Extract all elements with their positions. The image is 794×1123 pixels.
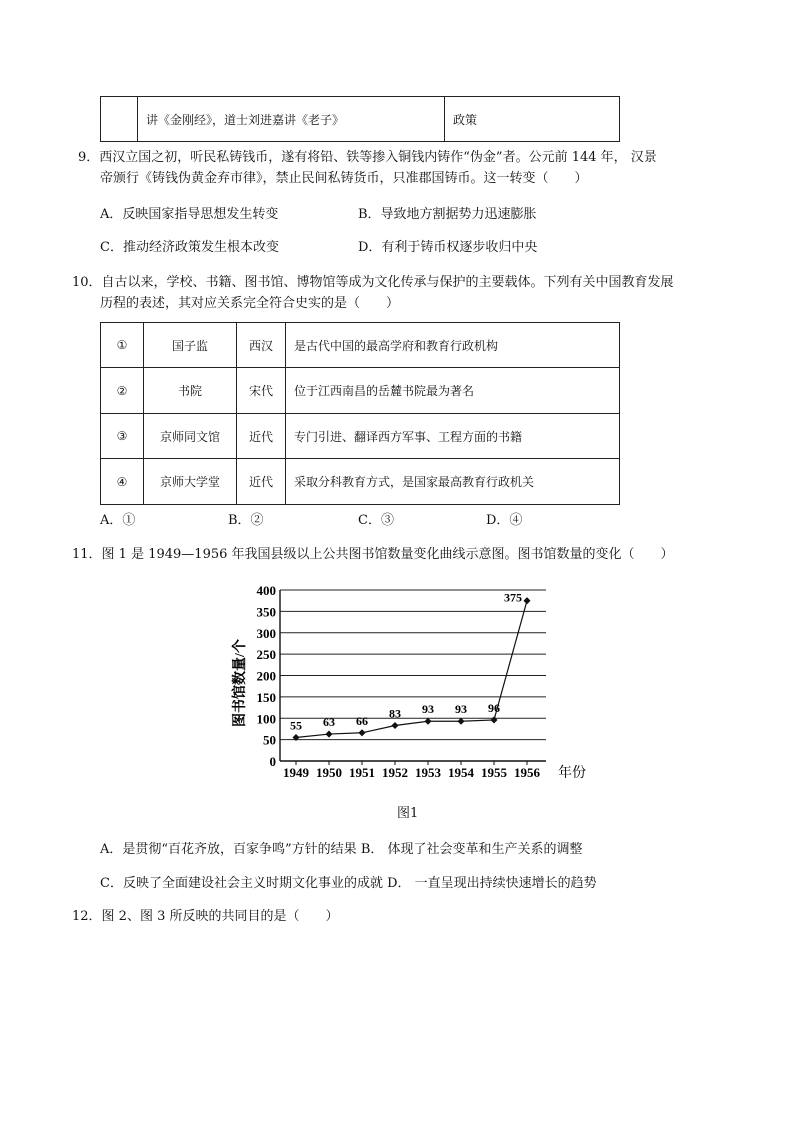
table-row [101, 459, 620, 505]
x-tick-labels [283, 765, 541, 780]
top-table [100, 96, 620, 142]
table-row [101, 323, 620, 368]
table-cell: 讲《金刚经》，道士刘进嘉讲《老子》 [138, 97, 445, 142]
q9-option-b[interactable]: B．导致地方割据势力迅速膨胀 [358, 207, 537, 222]
y-tick-label: 250 [256, 647, 276, 663]
description: 位于江西南昌的岳麓书院最为著名 [286, 368, 620, 414]
data-point [490, 716, 497, 723]
x-tick-label: 1952 [382, 765, 408, 780]
x-tick-label: 1949 [283, 765, 309, 780]
q10-option-b[interactable]: B．② [228, 513, 264, 528]
q10-option-c[interactable]: C．③ [358, 513, 394, 528]
institution-name: 书院 [144, 368, 237, 414]
x-tick-label: 1951 [349, 765, 375, 780]
data-point [358, 729, 365, 736]
y-tick-label: 400 [256, 583, 276, 598]
description: 专门引进、翻译西方军事、工程方面的书籍 [286, 414, 620, 459]
q12-text-line1: 12．图 2、图 3 所反映的共同目的是（ ） [72, 909, 339, 924]
q11-text-line1: 11．图 1 是 1949—1956 年我国县级以上公共图书馆数量变化曲线示意图。图书馆数量的变化（ ） [72, 547, 674, 562]
x-tick-label: 1956 [514, 765, 540, 780]
q9-option-d[interactable]: D．有利于铸币权逐步收归中央 [358, 240, 538, 255]
row-number: ③ [101, 414, 144, 459]
x-tick-label: 1955 [481, 765, 507, 780]
q11-option-cd[interactable]: C．反映了全面建设社会主义时期文化事业的成就 D． 一直呈现出持续快速增长的趋势 [100, 876, 597, 891]
table-cell: 政策 [445, 97, 620, 142]
institution-name: 京师同文馆 [144, 414, 237, 459]
q9-text-line1: 9．西汉立国之初，听民私铸钱币，遂有将铅、铁等掺入铜钱内铸作“伪金”者。公元前 144 年， 汉景 [78, 150, 657, 165]
y-tick-label: 150 [256, 689, 276, 705]
q11-option-ab[interactable]: A．是贯彻“百花齐放，百家争鸣”方针的结果 B． 体现了社会变革和生产关系的调整 [100, 842, 583, 857]
data-label: 55 [290, 718, 302, 733]
description: 采取分科教育方式，是国家最高教育行政机关 [286, 459, 620, 505]
q10-table [100, 322, 620, 505]
y-tick-label: 200 [256, 668, 276, 684]
q10-option-d[interactable]: D．④ [486, 513, 523, 528]
data-label: 96 [488, 700, 500, 715]
q10-text-line1: 10．自古以来，学校、书籍、图书馆、博物馆等成为文化传承与保护的主要载体。下列有关中国教育发展 [72, 275, 674, 290]
data-label: 83 [389, 706, 401, 721]
era: 西汉 [237, 323, 286, 368]
y-tick-label: 350 [256, 604, 276, 620]
row-number: ① [101, 323, 144, 368]
data-point [391, 722, 398, 729]
data-label: 375 [504, 590, 522, 605]
y-tick-label: 300 [256, 625, 276, 641]
data-point [325, 731, 332, 738]
data-label: 93 [422, 702, 434, 717]
x-axis-label: 年份 [558, 766, 586, 781]
era: 宋代 [237, 368, 286, 414]
description: 是古代中国的最高学府和教育行政机构 [286, 323, 620, 368]
x-tick-label: 1950 [316, 765, 342, 780]
chart-gridlines [280, 590, 546, 740]
q10-option-a[interactable]: A．① [100, 513, 136, 528]
row-number: ② [101, 368, 144, 414]
table-row [101, 414, 620, 459]
table-row [101, 368, 620, 414]
q9-option-c[interactable]: C．推动经济政策发生根本改变 [100, 240, 279, 255]
era: 近代 [237, 414, 286, 459]
row-number: ④ [101, 459, 144, 505]
y-tick-label: 0 [269, 754, 276, 769]
y-tick-label: 100 [256, 711, 276, 727]
figure-caption: 图1 [397, 806, 419, 821]
era: 近代 [237, 459, 286, 505]
institution-name: 国子监 [144, 323, 237, 368]
data-label: 66 [356, 713, 368, 728]
y-tick-label: 50 [263, 732, 276, 748]
data-point [523, 597, 530, 604]
data-labels [290, 591, 522, 733]
table-cell [101, 97, 138, 142]
data-label: 93 [455, 702, 467, 717]
y-tick-labels [257, 583, 277, 769]
institution-name: 京师大学堂 [144, 459, 237, 505]
data-label: 63 [323, 715, 335, 730]
q10-text-line2: 历程的表述，其对应关系完全符合史实的是（ ） [100, 296, 400, 311]
q9-option-a[interactable]: A．反映国家指导思想发生转变 [100, 207, 279, 222]
y-axis-label: 图书馆数量/个 [233, 639, 248, 727]
x-tick-label: 1954 [448, 765, 474, 780]
q9-text-line2: 帝颁行《铸钱伪黄金弃市律》，禁止民间私铸货币，只准郡国铸币。这一转变（ ） [100, 171, 588, 186]
library-count-line-chart [228, 578, 628, 782]
x-tick-label: 1953 [415, 765, 441, 780]
